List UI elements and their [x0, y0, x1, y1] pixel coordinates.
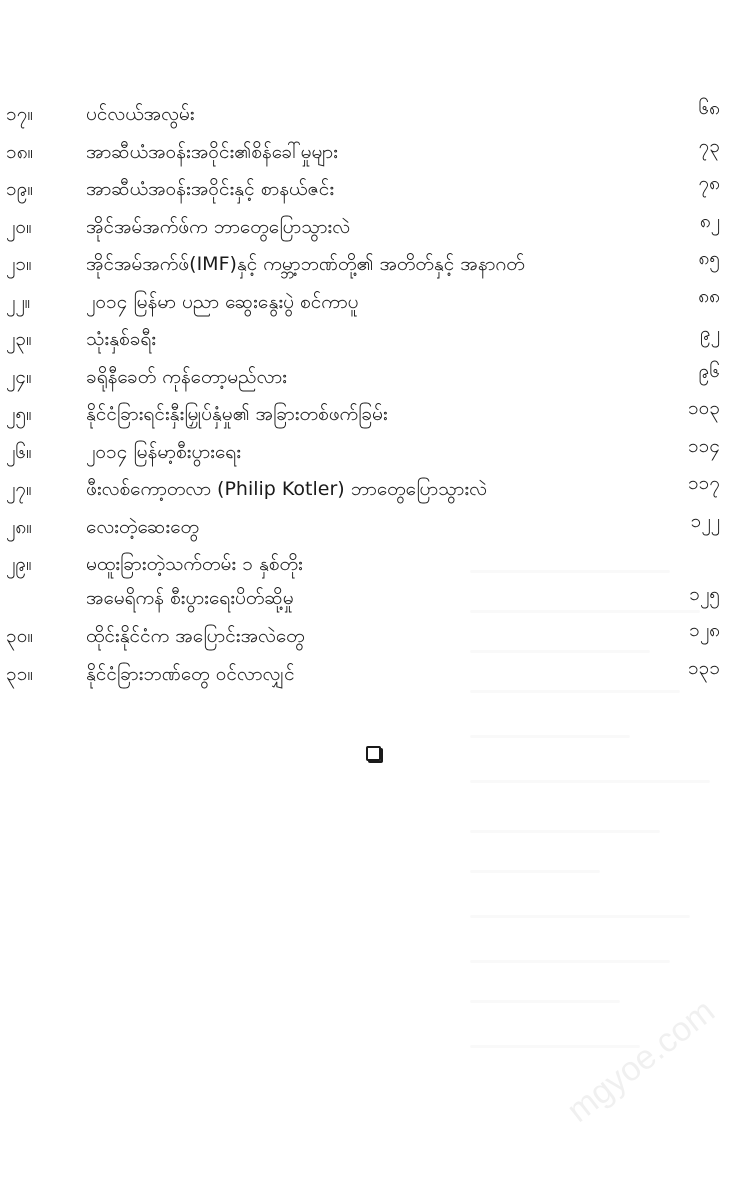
toc-entry: [0, 284, 750, 322]
toc-entry-page: ၁၂၅: [689, 583, 720, 605]
toc-entry-title: သုံးနှစ်ခရီး: [86, 328, 157, 350]
toc-entry: [0, 134, 750, 172]
toc-entry-page: ၇၃: [698, 134, 720, 157]
section-end-square-icon: [366, 746, 381, 761]
toc-entry: [0, 434, 750, 472]
toc-entry-number: ၂၁။: [6, 253, 32, 275]
toc-entry-number: ၂၈။: [6, 515, 32, 538]
toc-entry-title: လေးတဲ့ဆေးတွေ: [86, 515, 200, 538]
toc-entry: [0, 618, 750, 656]
toc-entry: [0, 321, 750, 359]
toc-entry-title: အိုင်အမ်အက်ဖ်က ဘာတွေပြောသွားလဲ: [86, 215, 351, 238]
toc-entry-number: ၂၇။: [6, 478, 32, 500]
toc-entry-title: ပင်လယ်အလွမ်း: [86, 103, 195, 125]
toc-entry: [0, 509, 750, 547]
toc-entry-page: ၈၈: [698, 284, 720, 307]
toc-entry-page: ၁၁၇: [687, 472, 720, 494]
toc-entry-page: ၈၅: [698, 247, 720, 269]
toc-entry-number: ၂၃။: [6, 328, 32, 350]
toc-entry-number: ၂၆။: [6, 440, 32, 463]
toc-entry: [0, 396, 750, 434]
watermark: mgyoe.com: [560, 991, 722, 1130]
toc-entry-number: ၃၀။: [6, 625, 34, 647]
toc-entry: [0, 656, 750, 694]
toc-entry-title: ထိုင်းနိုင်ငံက အပြောင်းအလဲတွေ: [86, 625, 305, 647]
toc-entry-title: ၂၀၁၄ မြန်မာ့စီးပွားရေး: [86, 440, 242, 463]
toc-entry-page: ၈၂: [699, 209, 720, 232]
toc-entry-page: ၁၃၁: [687, 656, 720, 679]
toc-entry-page: ၉၆: [698, 359, 720, 382]
toc-entry-title: နိုင်ငံခြားဘဏ်တွေ ဝင်လာလျှင်: [86, 662, 295, 685]
toc-entry-page: ၁၁၄: [687, 434, 720, 457]
toc-entry-page: ၆၈: [698, 97, 720, 119]
toc-entry: [0, 246, 750, 284]
toc-entry: [0, 359, 750, 397]
toc-entry-page: ၁၂၂: [690, 509, 720, 532]
toc-entry: [0, 209, 750, 247]
toc-entry-page: ၁၂၈: [689, 619, 720, 641]
toc-entry-title: မထူးခြားတဲ့သက်တမ်း ၁ နှစ်တိုး: [86, 553, 303, 575]
toc-entry-title: နိုင်ငံခြားရင်းနှီးမြှုပ်နှံမှု၏ အခြားတစ်ဖက်ခြမ်း: [86, 403, 388, 425]
toc-entry-number: ၂၉။: [6, 553, 32, 575]
toc-entry-title: အာဆီယံအဝန်းအဝိုင်း၏စိန်ခေါ်မှုများ: [86, 140, 338, 163]
toc-entry-title: အိုင်အမ်အက်ဖ်(IMF)နှင့် ကမ္ဘာ့ဘဏ်တို့၏ အတိတ်နှင့် အနာဂတ်: [86, 253, 525, 275]
toc-entry: [0, 171, 750, 209]
toc-entry: [0, 96, 750, 134]
toc-entry-number: ၁၈။: [6, 140, 34, 163]
toc-entry-page: ၁၀၃: [687, 397, 720, 419]
toc-entry-title: ခရိုနီခေတ် ကုန်တော့မည်လား: [86, 365, 287, 388]
toc-entry-title: ဖီးလစ်ကော့တလာ (Philip Kotler) ဘာတွေပြောသွားလဲ: [86, 478, 487, 500]
toc-entry-number: ၃၁။: [6, 662, 34, 685]
toc-entry-title: ၂၀၁၄ မြန်မာ ပညာ ဆွေးနွေးပွဲ စင်ကာပူ: [86, 290, 359, 313]
toc-entry-number: ၁၇။: [6, 103, 34, 125]
toc-entry-page: ၇၈: [698, 172, 720, 194]
table-of-contents: [0, 96, 750, 693]
toc-entry-title: အာဆီယံအဝန်းအဝိုင်းနှင့် စာနယ်ဇင်း: [86, 178, 335, 200]
toc-entry-number: ၂၀။: [6, 215, 32, 238]
toc-entry-title-continued: အမေရိကန် စီးပွားရေးပိတ်ဆို့မှု: [86, 587, 294, 609]
toc-entry-page: ၉၂: [699, 322, 720, 344]
toc-entry-number: ၂၄။: [6, 365, 32, 388]
toc-entry-number: ၂၅။: [6, 403, 32, 425]
toc-entry: [0, 546, 750, 618]
toc-entry: [0, 471, 750, 509]
toc-entry-number: ၂၂။: [6, 290, 31, 313]
toc-entry-number: ၁၉။: [6, 178, 34, 200]
